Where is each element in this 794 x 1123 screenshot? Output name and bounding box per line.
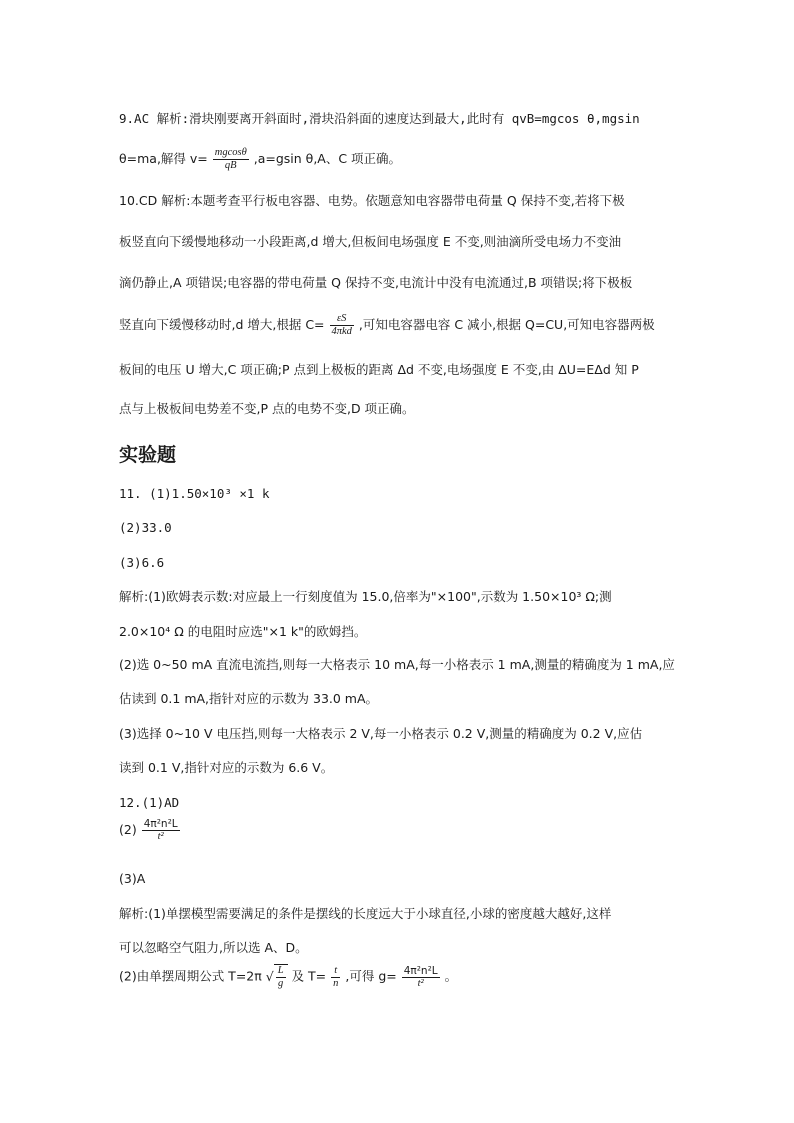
q12-e3-text-b: 及 T=	[291, 968, 327, 984]
q12-answer-1: 12.(1)AD	[119, 795, 180, 810]
q11-explanation-3: (2)选 0~50 mA 直流电流挡,则每一大格表示 10 mA,每一小格表示 1 mA,测量的精确度为 1 mA,应	[119, 657, 675, 672]
q9-line-2	[119, 147, 401, 172]
fraction-numerator: εS	[330, 313, 354, 326]
q12-explanation-1: 解析:(1)单摆模型需要满足的条件是摆线的长度远大于小球直径,小球的密度越大越好,这样	[119, 906, 612, 921]
fraction-numerator: L	[277, 965, 284, 976]
q12-e3-text-c: ,可得 g=	[345, 968, 397, 984]
q11-answer-3: (3)6.6	[119, 555, 165, 570]
period-fraction	[331, 965, 340, 990]
q10-line-5: 板间的电压 U 增大,C 项正确;P 点到上极板的距离 Δd 不变,电场强度 E 不变,由 ΔU=EΔd 知 P	[119, 362, 639, 377]
q10-line-3: 滴仍静止,A 项错误;电容器的带电荷量 Q 保持不变,电流计中没有电流通过,B 项错误;将下极板	[119, 275, 633, 290]
q12-answer-2-fraction	[142, 818, 180, 843]
q9-velocity-fraction	[213, 147, 249, 172]
q9-line-2-text-a: θ=ma,解得 v=	[119, 151, 208, 166]
q12-answer-2-prefix: (2)	[119, 822, 137, 837]
sqrt-fraction	[276, 965, 286, 990]
fraction-numerator: mgcosθ	[214, 147, 247, 158]
square-root: √ $\frac{L}{g}$	[266, 964, 288, 990]
q10-line-2: 板竖直向下缓慢地移动一小段距离,d 增大,但板间电场强度 E 不变,则油滴所受电场力不变油	[119, 234, 622, 249]
q12-answer-2	[119, 818, 181, 843]
q9-line-2-text-b: ,a=gsin θ,A、C 项正确。	[253, 151, 402, 166]
q10-capacitance-fraction	[330, 313, 354, 338]
q10-line-1: 10.CD 解析:本题考查平行板电容器、电势。依题意知电容器带电荷量 Q 保持不变,若将下极	[119, 193, 625, 208]
fraction-denominator: t²	[157, 831, 164, 842]
q11-explanation-5: (3)选择 0~10 V 电压挡,则每一大格表示 2 V,每一小格表示 0.2 V,测量的精确度为 0.2 V,应估	[119, 726, 643, 741]
q11-explanation-1: 解析:(1)欧姆表示数:对应最上一行刻度值为 15.0,倍率为"×100",示数为 1.50×10³ Ω;测	[119, 589, 612, 604]
q11-explanation-6: 读到 0.1 V,指针对应的示数为 6.6 V。	[119, 760, 334, 775]
q10-line-4-text-b: ,可知电容器电容 C 减小,根据 Q=CU,可知电容器两极	[358, 317, 655, 332]
q11-answer-2: (2)33.0	[119, 520, 172, 535]
fraction-denominator: g	[278, 978, 284, 989]
fraction-numerator: t	[331, 965, 340, 978]
q12-answer-3: (3)A	[119, 871, 146, 886]
q11-explanation-4: 估读到 0.1 mA,指针对应的示数为 33.0 mA。	[119, 691, 379, 706]
q12-explanation-2: 可以忽略空气阻力,所以选 A、D。	[119, 940, 308, 955]
fraction-denominator: t²	[417, 977, 424, 989]
fraction-denominator: 4πkd	[331, 326, 352, 337]
fraction-denominator: n	[333, 977, 339, 989]
fraction-numerator: 4π²n²L	[403, 964, 438, 977]
fraction-numerator: 4π²n²L	[143, 818, 178, 830]
q10-line-4	[119, 313, 655, 338]
q10-line-6: 点与上极板间电势差不变,P 点的电势不变,D 项正确。	[119, 401, 415, 416]
q10-line-4-text-a: 竖直向下缓慢移动时,d 增大,根据 C=	[119, 317, 325, 332]
q9-line-1: 9.AC 解析:滑块刚要离开斜面时,滑块沿斜面的速度达到最大,此时有 qvB=mgcos θ,mgsin	[119, 111, 640, 126]
q11-answer-1: 11. (1)1.50×10³ ×1 k	[119, 486, 270, 501]
q12-e3-text-d: 。	[444, 968, 458, 984]
gravity-fraction	[402, 965, 440, 990]
q11-explanation-2: 2.0×10⁴ Ω 的电阻时应选"×1 k"的欧姆挡。	[119, 624, 367, 639]
q12-e3-text-a: (2)由单摆周期公式 T=2π	[119, 968, 262, 984]
fraction-denominator: qB	[224, 160, 237, 171]
section-heading: 实验题	[119, 444, 177, 466]
q12-explanation-3	[119, 964, 457, 990]
